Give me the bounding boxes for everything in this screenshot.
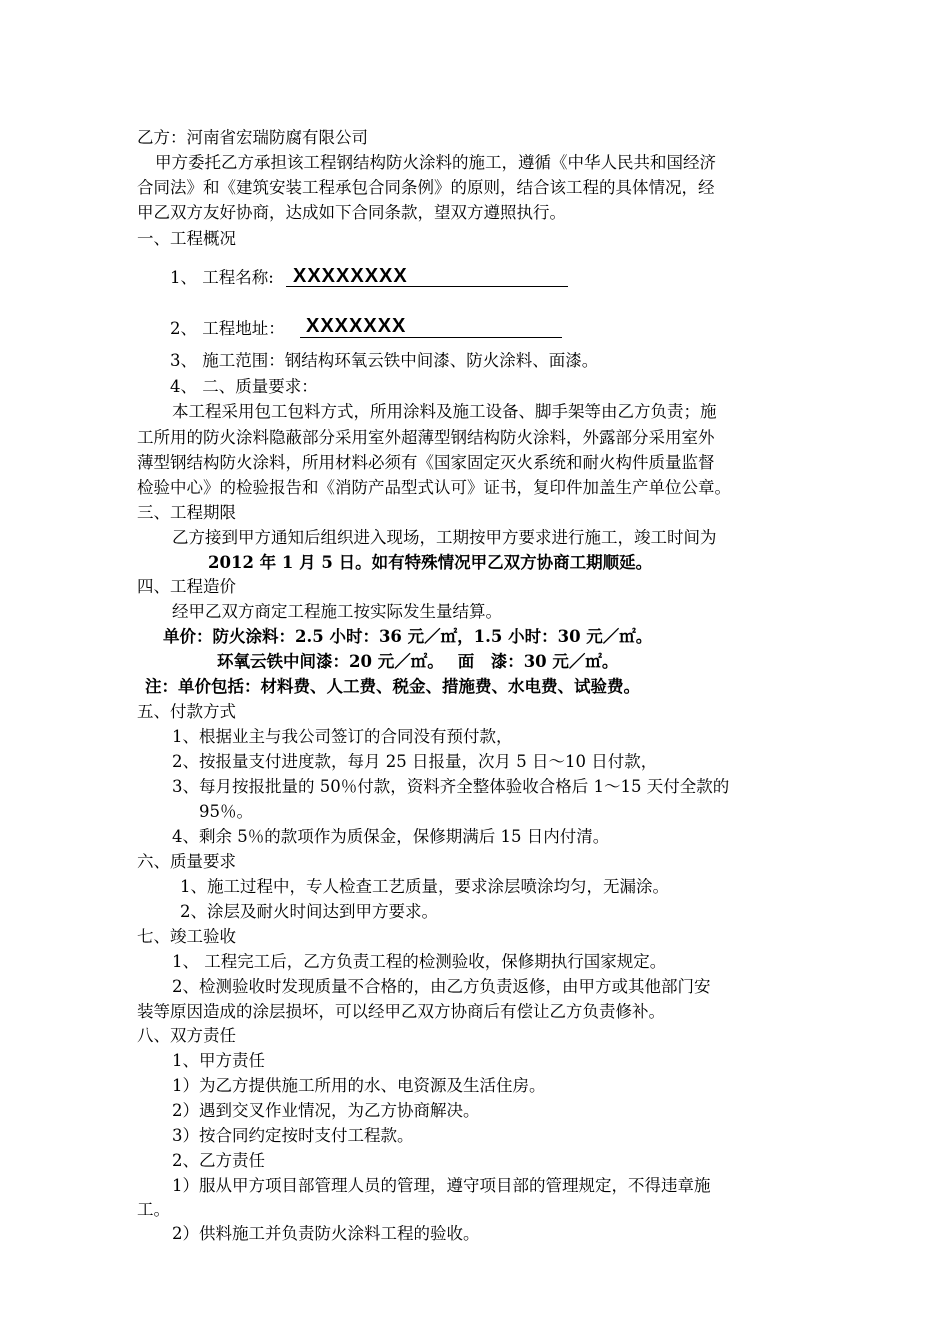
unit-price-line-2: 环氧云铁中间漆：20 元／㎡。 面 漆：30 元／㎡。 xyxy=(217,652,619,671)
project-name-label: 1、 工程名称: xyxy=(170,268,274,287)
section-6-heading: 六、质量要求 xyxy=(137,852,236,871)
price-note: 注：单价包括：材料费、人工费、税金、措施费、水电费、试验费。 xyxy=(145,677,640,696)
construction-scope: 3、 施工范围：钢结构环氧云铁中间漆、防火涂料、面漆。 xyxy=(170,351,599,370)
project-name-value: XXXXXXXX xyxy=(293,265,408,287)
party-a-duty-1: 1）为乙方提供施工所用的水、电资源及生活住房。 xyxy=(172,1076,546,1095)
party-a-duty-title: 1、甲方责任 xyxy=(172,1051,265,1070)
section-5-heading: 五、付款方式 xyxy=(137,702,236,721)
quality-req-item-2: 2、涂层及耐火时间达到甲方要求。 xyxy=(180,902,438,921)
project-address-underline xyxy=(300,337,562,338)
party-a-duty-3: 3）按合同约定按时支付工程款。 xyxy=(172,1126,414,1145)
payment-item-1: 1、根据业主与我公司签订的合同没有预付款， xyxy=(172,727,513,746)
payment-item-3: 3、每月按报批量的 50％付款，资料齐全整体验收合格后 1～15 天付全款的 xyxy=(172,777,730,796)
party-b-line: 乙方：河南省宏瑞防腐有限公司 xyxy=(137,128,368,147)
payment-item-4: 4、剩余 5％的款项作为质保金，保修期满后 15 日内付清。 xyxy=(172,827,610,846)
intro-line-2: 合同法》和《建筑安装工程承包合同条例》的原则，结合该工程的具体情况，经 xyxy=(137,178,715,197)
acceptance-item-2-cont: 装等原因造成的涂层损坏，可以经甲乙双方协商后有偿让乙方负责修补。 xyxy=(137,1002,665,1021)
party-b-duty-1: 1）服从甲方项目部管理人员的管理，遵守项目部的管理规定，不得违章施 xyxy=(172,1176,711,1195)
project-address-label: 2、 工程地址： xyxy=(170,319,285,338)
payment-item-2: 2、按报量支付进度款，每月 25 日报量，次月 5 日～10 日付款， xyxy=(172,752,658,771)
party-b-duty-title: 2、乙方责任 xyxy=(172,1151,265,1170)
payment-item-3-cont: 95％。 xyxy=(199,802,253,821)
section-7-heading: 七、竣工验收 xyxy=(137,927,236,946)
section-4-heading: 四、工程造价 xyxy=(137,577,236,596)
intro-line-1: 甲方委托乙方承担该工程钢结构防火涂料的施工，遵循《中华人民共和国经济 xyxy=(155,153,716,172)
period-line-1: 乙方接到甲方通知后组织进入现场，工期按甲方要求进行施工，竣工时间为 xyxy=(172,528,717,547)
period-line-2: 2012 年 1 月 5 日。如有特殊情况甲乙双方协商工期顺延。 xyxy=(208,553,653,572)
section-8-heading: 八、双方责任 xyxy=(137,1026,236,1045)
intro-line-3: 甲乙双方友好协商，达成如下合同条款，望双方遵照执行。 xyxy=(137,203,566,222)
section-3-heading: 三、工程期限 xyxy=(137,503,236,522)
section-1-heading: 一、工程概况 xyxy=(137,229,236,248)
quality-req-item-1: 1、施工过程中，专人检查工艺质量，要求涂层喷涂均匀，无漏涂。 xyxy=(180,877,669,896)
acceptance-item-1: 1、 工程完工后，乙方负责工程的检测验收，保修期执行国家规定。 xyxy=(172,952,667,971)
quality-line-4: 检验中心》的检验报告和《消防产品型式认可》证书，复印件加盖生产单位公章。 xyxy=(137,478,731,497)
quality-line-3: 薄型钢结构防火涂料，所用材料必须有《国家固定灭火系统和耐火构件质量监督 xyxy=(137,453,715,472)
item-4-quality-heading: 4、 二、质量要求： xyxy=(170,377,318,396)
settlement-line: 经甲乙双方商定工程施工按实际发生量结算。 xyxy=(172,602,502,621)
party-b-duty-2: 2）供料施工并负责防火涂料工程的验收。 xyxy=(172,1224,480,1243)
unit-price-line-1: 单价：防火涂料：2.5 小时：36 元／㎡，1.5 小时：30 元／㎡。 xyxy=(163,627,653,646)
quality-line-1: 本工程采用包工包料方式，所用涂料及施工设备、脚手架等由乙方负责；施 xyxy=(172,402,717,421)
project-address-value: XXXXXXX xyxy=(306,315,407,337)
project-name-underline xyxy=(286,286,568,287)
acceptance-item-2: 2、检测验收时发现质量不合格的，由乙方负责返修，由甲方或其他部门安 xyxy=(172,977,711,996)
quality-line-2: 工所用的防火涂料隐蔽部分采用室外超薄型钢结构防火涂料，外露部分采用室外 xyxy=(137,428,715,447)
party-a-duty-2: 2）遇到交叉作业情况，为乙方协商解决。 xyxy=(172,1101,480,1120)
party-b-duty-1-cont: 工。 xyxy=(137,1200,170,1219)
